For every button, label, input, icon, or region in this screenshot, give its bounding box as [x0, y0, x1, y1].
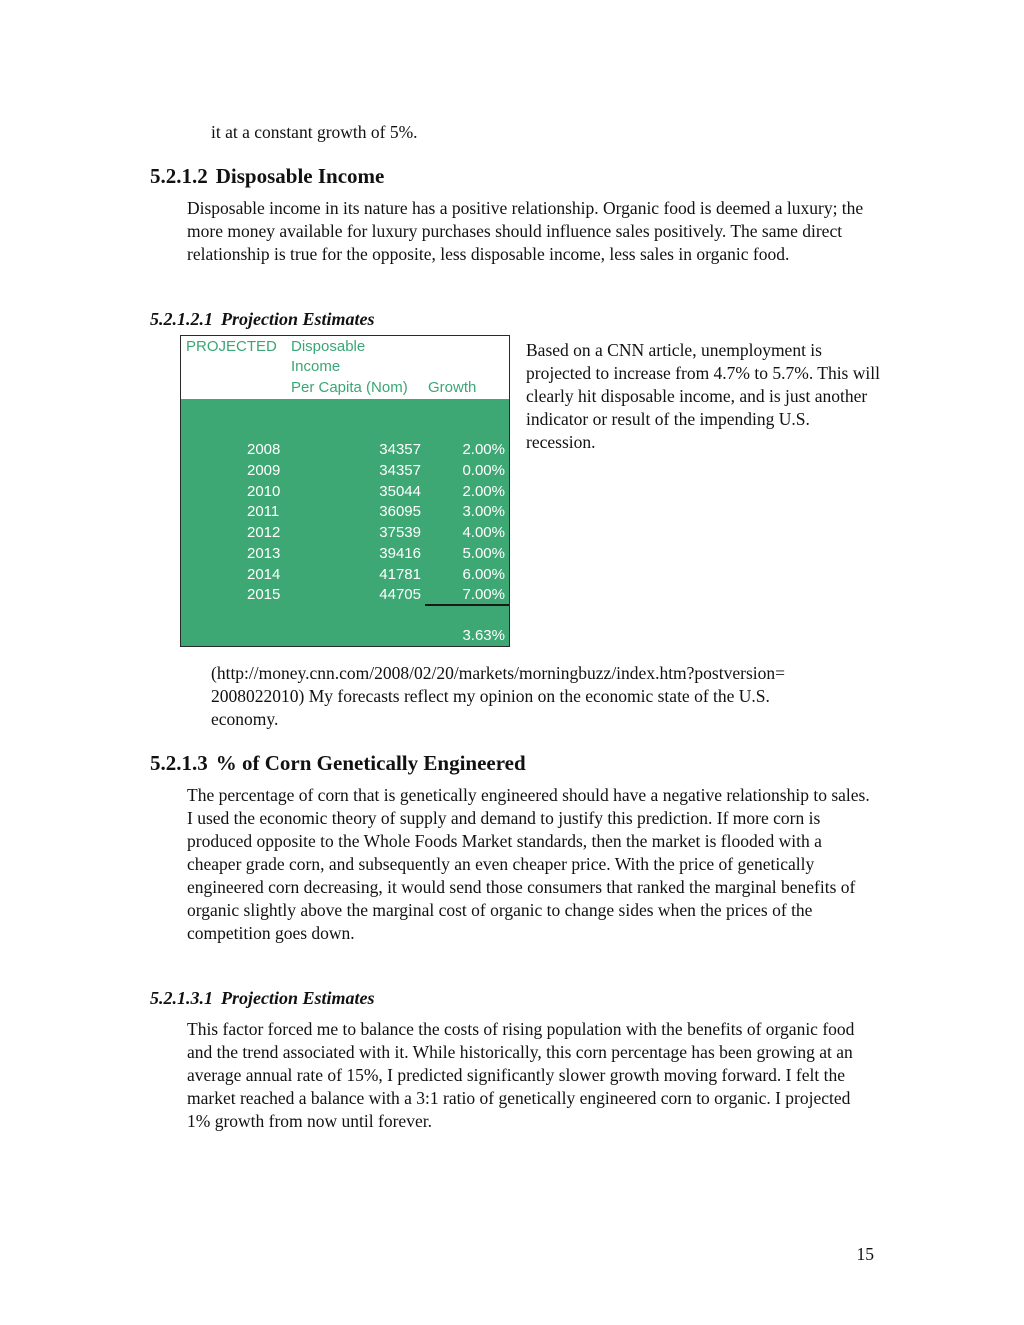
citation-line-1: (http://money.cnn.com/2008/02/20/markets/morningbuzz/index.htm?postversion=: [211, 663, 785, 683]
table-row: [181, 566, 509, 587]
cell-year: 2013: [247, 545, 281, 562]
cell-value: 36095: [379, 503, 421, 520]
header-per-capita: Per Capita (Nom): [291, 379, 408, 396]
cell-year: 2011: [247, 503, 280, 520]
heading-number: 5.2.1.3.1: [150, 988, 213, 1008]
cell-growth: 6.00%: [462, 566, 505, 583]
cell-value: 41781: [379, 566, 421, 583]
cell-value: 34357: [379, 441, 421, 458]
cell-growth: 2.00%: [462, 441, 505, 458]
cell-year: 2015: [247, 586, 281, 603]
table-row: [181, 462, 509, 483]
cell-value: 39416: [379, 545, 421, 562]
citation-block: [211, 662, 881, 731]
projection-paragraph-2: This factor forced me to balance the costs of rising population with the benefits of organic food and the trend associated with it. While historically, this corn percentage has been growing at an average annual rate of 15%, I predicted significantly slower growth moving forward. I felt the market reached a balance with a 3:1 ratio of genetically engineered corn to organic. I projected 1% growth from now until forever.: [187, 1019, 855, 1131]
cell-value: 37539: [379, 524, 421, 541]
heading-corn-genetically-engineered: [150, 751, 526, 776]
cell-growth: 2.00%: [462, 483, 505, 500]
heading-title: % of Corn Genetically Engineered: [215, 751, 526, 775]
table-row: [181, 503, 509, 524]
header-income: Income: [291, 358, 341, 375]
header-projected: PROJECTED: [186, 338, 277, 355]
disposable-income-table: [180, 335, 510, 647]
heading-disposable-income: [150, 164, 384, 189]
table-row: [181, 545, 509, 566]
cell-growth: 7.00%: [462, 586, 505, 603]
cell-growth: 3.00%: [462, 503, 505, 520]
cell-value: 35044: [379, 483, 421, 500]
cell-growth: 0.00%: [462, 462, 505, 479]
heading-number: 5.2.1.3: [150, 751, 208, 775]
cell-year: 2009: [247, 462, 281, 479]
cell-growth: 5.00%: [462, 545, 505, 562]
heading-projection-estimates-2: [150, 988, 375, 1009]
header-disposable: Disposable: [291, 338, 366, 355]
table-header: [181, 336, 509, 399]
sum-underline: [425, 604, 509, 606]
citation-line-2: 2008022010) My forecasts reflect my opinion on the economic state of the U.S.: [211, 686, 770, 706]
header-growth: Growth: [428, 379, 477, 396]
cell-value: 44705: [379, 586, 421, 603]
cell-year: 2008: [247, 441, 281, 458]
cell-year: 2012: [247, 524, 281, 541]
citation-line-3: economy.: [211, 709, 279, 729]
table-row: [181, 483, 509, 504]
heading-title: Disposable Income: [215, 164, 385, 188]
cell-value: 34357: [379, 462, 421, 479]
corn-paragraph: The percentage of corn that is genetically engineered should have a negative relationship to sales. I used the economic theory of supply and demand to justify this prediction. If more corn is produced opposite to the Whole Foods Market standards, then the market is flooded with a cheaper grade corn, and subsequently an even cheaper price. With the price of genetically engineered corn decreasing, it would send those consumers that ranked the marginal benefits of organic slightly above the marginal cost of organic to change sides when the prices of the competition goes down.: [187, 785, 870, 943]
table-row: [181, 441, 509, 462]
heading-number: 5.2.1.2.1: [150, 309, 213, 329]
heading-projection-estimates-1: [150, 309, 375, 330]
cell-year: 2014: [247, 566, 281, 583]
intro-line: it at a constant growth of 5%.: [211, 122, 418, 142]
table-row-average: [181, 627, 509, 648]
cell-year: 2010: [247, 483, 281, 500]
page-number: 15: [856, 1244, 874, 1264]
table-body: [181, 399, 509, 646]
table-row: [181, 524, 509, 545]
cell-average-growth: 3.63%: [462, 627, 505, 644]
cell-growth: 4.00%: [462, 524, 505, 541]
heading-title: Projection Estimates: [221, 309, 375, 329]
disposable-income-paragraph: Disposable income in its nature has a positive relationship. Organic food is deemed a luxury; the more money available for luxury purchases should influence sales positively. The same direct relationship is true for the opposite, less disposable income, less sales in organic food.: [187, 198, 864, 264]
heading-title: Projection Estimates: [221, 988, 375, 1008]
side-note: Based on a CNN article, unemployment is projected to increase from 4.7% to 5.7%. This will clearly hit disposable income, and is just another indicator or result of the impending U.S. recession.: [526, 340, 880, 452]
heading-number: 5.2.1.2: [150, 164, 208, 188]
